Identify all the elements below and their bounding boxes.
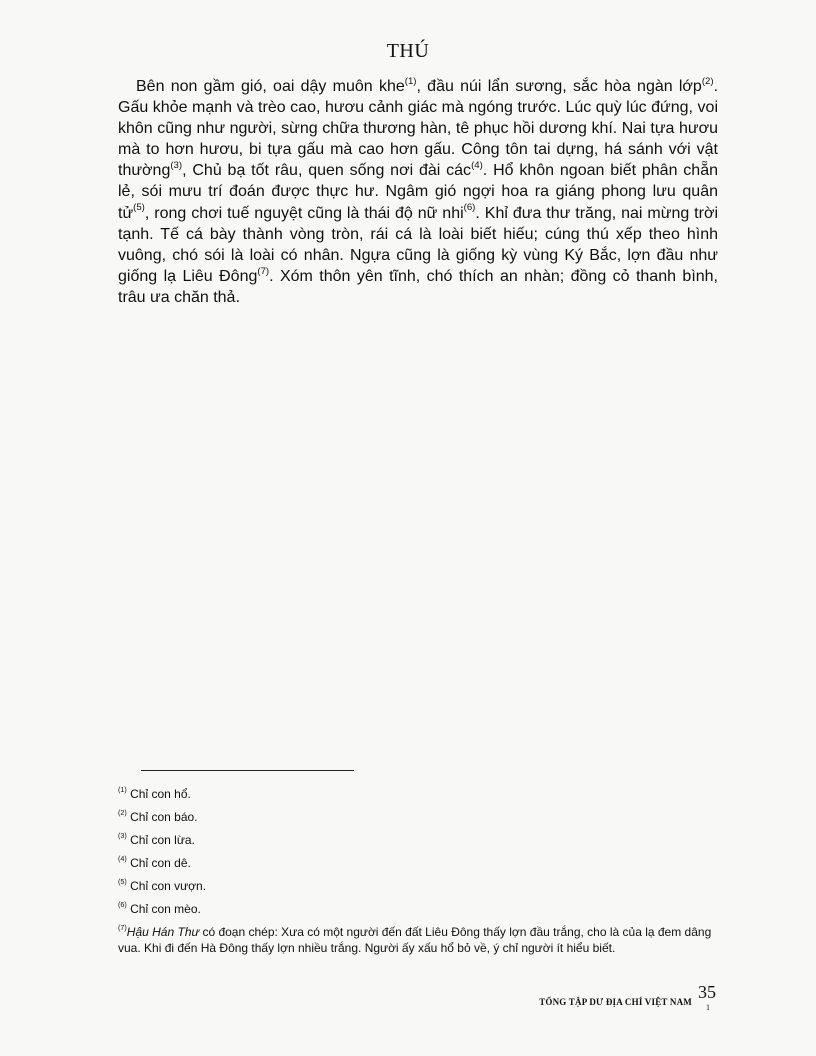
footnote-item — [118, 901, 720, 917]
page-title: THÚ — [386, 40, 430, 62]
main-paragraph — [118, 76, 718, 308]
footnote-text: Chỉ con mèo. — [126, 902, 201, 916]
signature-mark: 1 — [706, 1003, 710, 1012]
footnote-text: Chỉ con hổ. — [126, 787, 191, 801]
footnote-ref: (4) — [471, 160, 483, 172]
paragraph-text: Bên non gầm gió, oai dậy muôn khe — [136, 78, 405, 95]
footnote-divider — [141, 770, 354, 771]
footnote-marker: (7) — [118, 923, 127, 933]
footnote-marker: (5) — [118, 877, 127, 887]
paragraph-text: . Gấu khỏe mạnh và trèo cao, hươu cảnh giác mà ngóng trước. Lúc quỳ lúc đứng, voi khôn cũng như người, sừng chữa thương hàn, tê phục hồi dương khí. Nai tựa hươu mà to hơn hươu, bi tựa gấu mà cao hơn gấu. Công tôn tai dựng, há sánh với vật thường — [118, 78, 719, 180]
footnote-item — [118, 832, 720, 848]
footnote-marker: (6) — [118, 900, 127, 910]
footnote-marker: (2) — [118, 808, 127, 818]
footnote-ref: (6) — [463, 202, 476, 214]
paragraph-text: , Chủ bạ tốt râu, quen sống nơi đài các — [182, 162, 472, 180]
footnote-text: Chỉ con báo. — [126, 810, 198, 824]
footnote-item — [118, 878, 720, 894]
footnote-ref: (1) — [404, 75, 417, 87]
footnote-item — [118, 809, 720, 825]
footnote-ref: (3) — [170, 160, 183, 172]
paragraph-text: . Xóm thôn yên tĩnh, chó thích an nhàn; đồng cỏ thanh bình, trâu ưa chăn thả. — [118, 267, 719, 306]
footnote-marker: (3) — [118, 831, 127, 841]
page-footer — [520, 982, 720, 1026]
footnote-item — [118, 855, 720, 871]
footnote-text: Chỉ con vượn. — [126, 879, 207, 893]
footnote-book-title: Hậu Hán Thư — [126, 925, 200, 939]
footnote-item — [118, 786, 720, 802]
footnote-marker: (4) — [118, 854, 127, 864]
footnote-ref: (5) — [133, 202, 145, 214]
footnote-item — [118, 924, 720, 956]
footnote-marker: (1) — [118, 785, 127, 795]
page-number: 35 — [698, 982, 716, 1002]
running-title: TỔNG TẬP DƯ ĐỊA CHÍ VIỆT NAM — [539, 997, 692, 1007]
footnotes-list — [118, 786, 720, 963]
paragraph-text: , rong chơi tuế nguyệt cũng là thái độ nữ nhi — [144, 204, 464, 222]
paragraph-text: . Hổ khôn ngoan biết phân chẵn lẻ, sói mưu trí đoán được thực hư. Ngâm gió ngợi hoa ra giáng phong lưu quân tử — [118, 162, 718, 222]
footnote-ref: (2) — [701, 75, 714, 87]
footnote-text: Chỉ con lừa. — [126, 833, 195, 847]
footnote-text: có đoạn chép: Xưa có một người đến đất Liêu Đông thấy lợn đầu trắng, cho là của lạ đem dâng vua. Khi đi đến Hà Đông thấy lợn nhiều trắng. Người ấy xấu hổ bỏ về, ý chỉ người ít hiểu biết. — [118, 925, 712, 955]
paragraph-text: , đầu núi lẩn sương, sắc hòa ngàn lớp — [416, 78, 702, 95]
footnote-ref: (7) — [257, 265, 270, 277]
paragraph-text: . Khỉ đưa thư trăng, nai mừng trời tạnh. Tế cá bày thành vòng tròn, rái cá là loài biết hiếu; cúng thú xếp theo hình vuông, chó sói là loài có nhân. Ngựa cũng là giống kỳ vùng Ký Bắc, lợn đầu như giống lạ Liêu Đông — [118, 204, 718, 285]
footnote-text: Chỉ con dê. — [126, 856, 191, 870]
